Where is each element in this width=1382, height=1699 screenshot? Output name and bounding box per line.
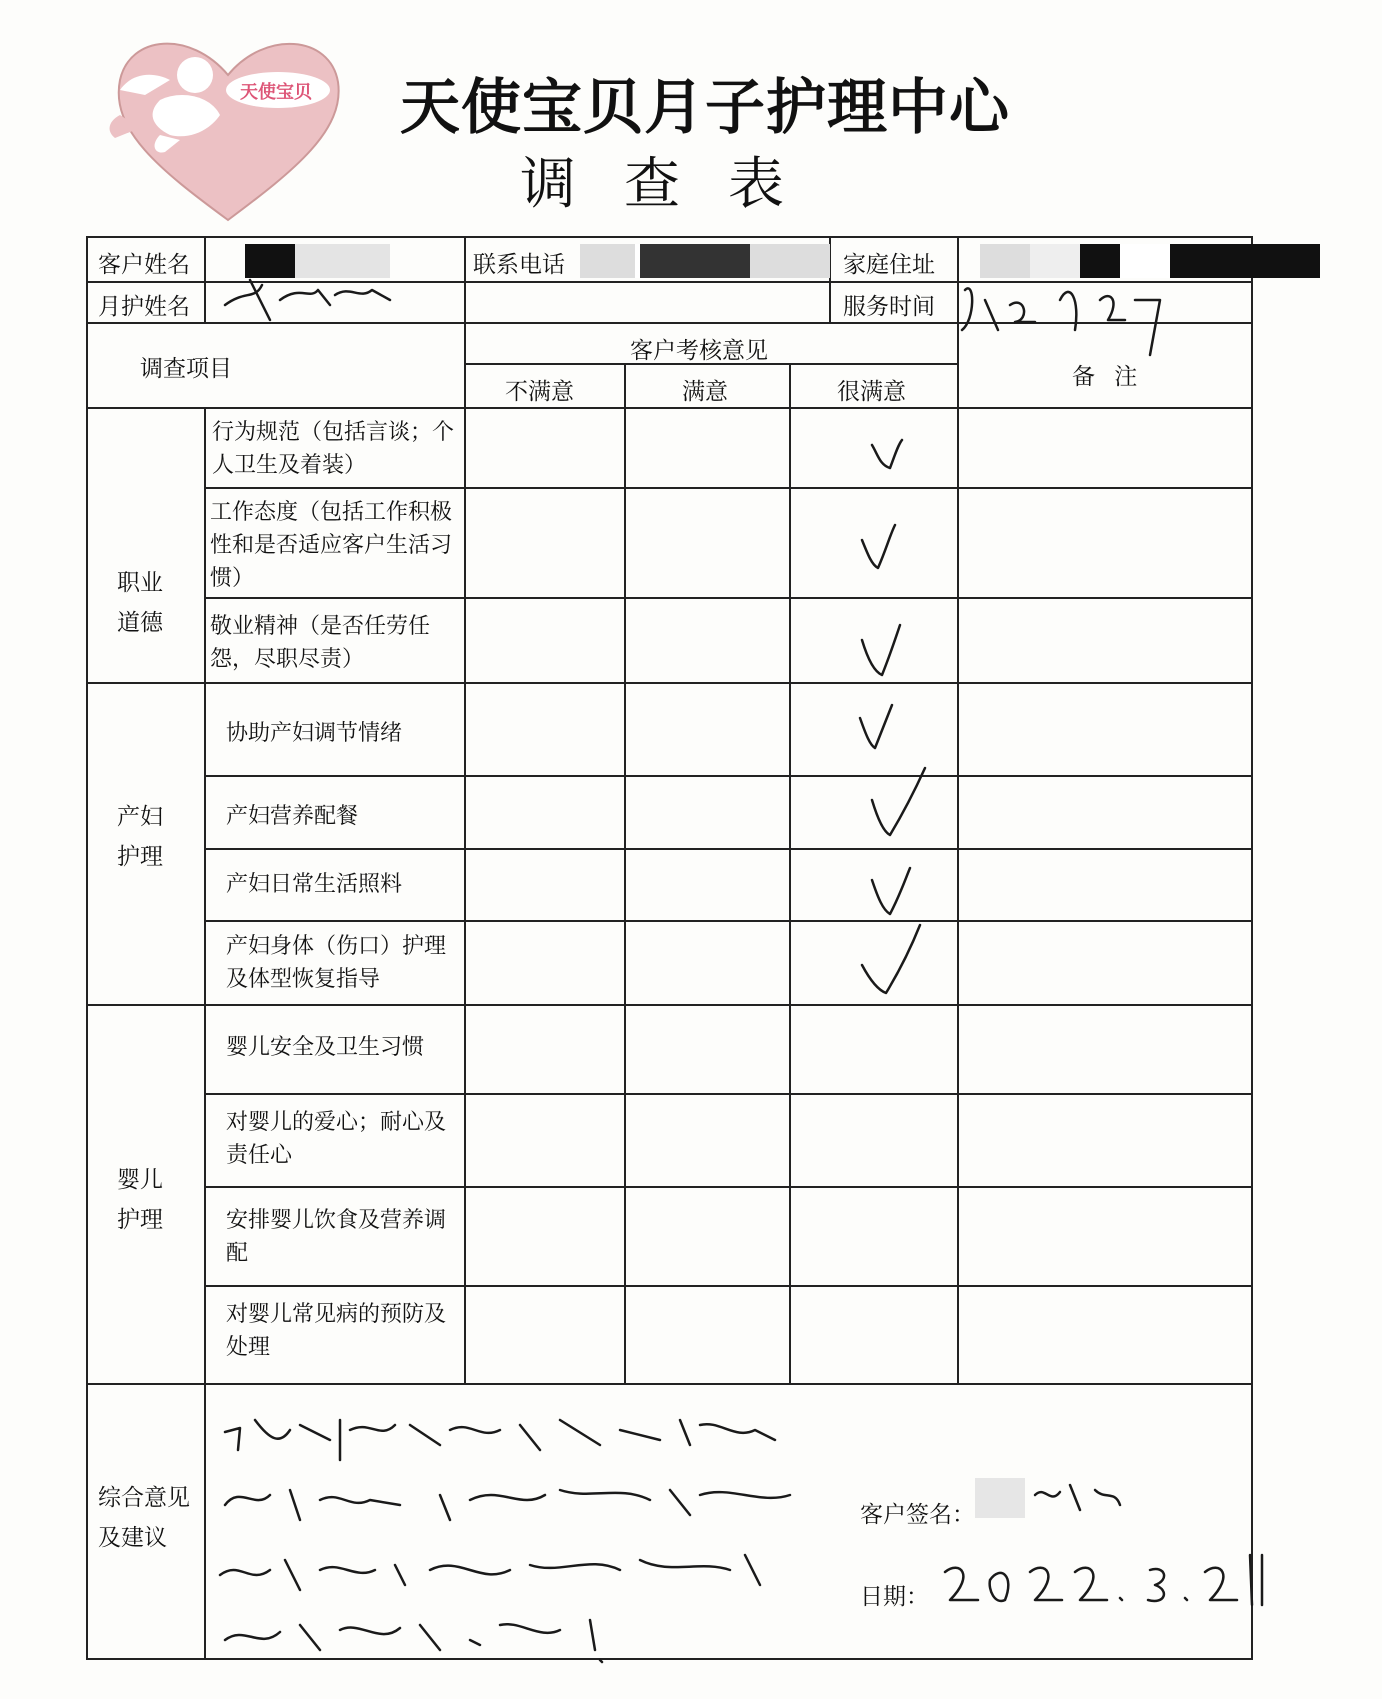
page-subtitle: 调查表 [520, 152, 832, 217]
customer-opinion-header: 客户考核意见 [630, 338, 768, 364]
summary-label: 综合意见及建议 [98, 1485, 190, 1551]
item-baby-love-text: 对婴儿的爱心；耐心及责任心 [226, 1110, 447, 1168]
column-satisfied: 满意 [682, 379, 728, 405]
svg-text:天使宝贝: 天使宝贝 [240, 82, 312, 103]
item-nutrition-text: 产妇营养配餐 [226, 804, 359, 829]
check-mark-3 [862, 625, 900, 675]
summary-handwriting-line-2 [225, 1490, 790, 1520]
item-baby-feeding-text: 安排婴儿饮食及营养调配 [226, 1208, 447, 1266]
column-unsatisfied: 不满意 [505, 379, 574, 405]
summary-handwriting-line-3 [220, 1555, 760, 1590]
summary-handwriting-line-4 [225, 1620, 602, 1662]
item-daily-care-text: 产妇日常生活照料 [226, 872, 403, 897]
item-attitude-text: 工作态度（包括工作积极性和是否适应客户生活习惯） [210, 500, 453, 591]
item-dedication-text: 敬业精神（是否任劳任怨，尽职尽责） [210, 614, 431, 672]
customer-signature-handwriting [1035, 1485, 1120, 1510]
summary-handwriting-line-1 [225, 1420, 775, 1460]
check-mark-5 [872, 768, 925, 835]
item-baby-illness-text: 对婴儿常见病的预防及处理 [226, 1302, 447, 1360]
item-behavior-text: 行为规范（包括言谈；个人卫生及着装） [212, 420, 455, 478]
check-mark-4 [860, 705, 892, 748]
page-title: 天使宝贝月子护理中心 [400, 73, 1010, 143]
check-mark-7 [862, 925, 920, 993]
service-time-label: 服务时间 [843, 294, 935, 320]
check-mark-2 [862, 525, 895, 568]
remarks-header: 备 注 [1072, 364, 1144, 390]
nurse-name-handwriting [225, 280, 390, 320]
customer-name-label: 客户姓名 [98, 252, 190, 278]
address-label: 家庭住址 [843, 252, 935, 278]
date-label: 日期： [860, 1584, 929, 1610]
service-time-handwriting [962, 288, 1160, 355]
check-mark-6 [872, 868, 910, 914]
group-mother-care-label: 产妇护理 [117, 804, 163, 870]
nurse-name-label: 月护姓名 [98, 294, 190, 320]
column-very-satisfied: 很满意 [837, 379, 906, 405]
group-baby-care-label: 婴儿护理 [117, 1167, 163, 1233]
signature-label: 客户签名： [860, 1502, 975, 1528]
survey-items-header: 调查项目 [140, 356, 232, 382]
check-mark-1 [872, 440, 902, 468]
date-handwriting [945, 1555, 1262, 1605]
item-baby-safety-text: 婴儿安全及卫生习惯 [226, 1035, 425, 1060]
phone-label: 联系电话 [473, 252, 565, 278]
item-body-recovery-text: 产妇身体（伤口）护理及体型恢复指导 [226, 934, 447, 992]
group-ethics-label: 职业道德 [117, 570, 163, 636]
item-emotion-text: 协助产妇调节情绪 [226, 721, 403, 746]
